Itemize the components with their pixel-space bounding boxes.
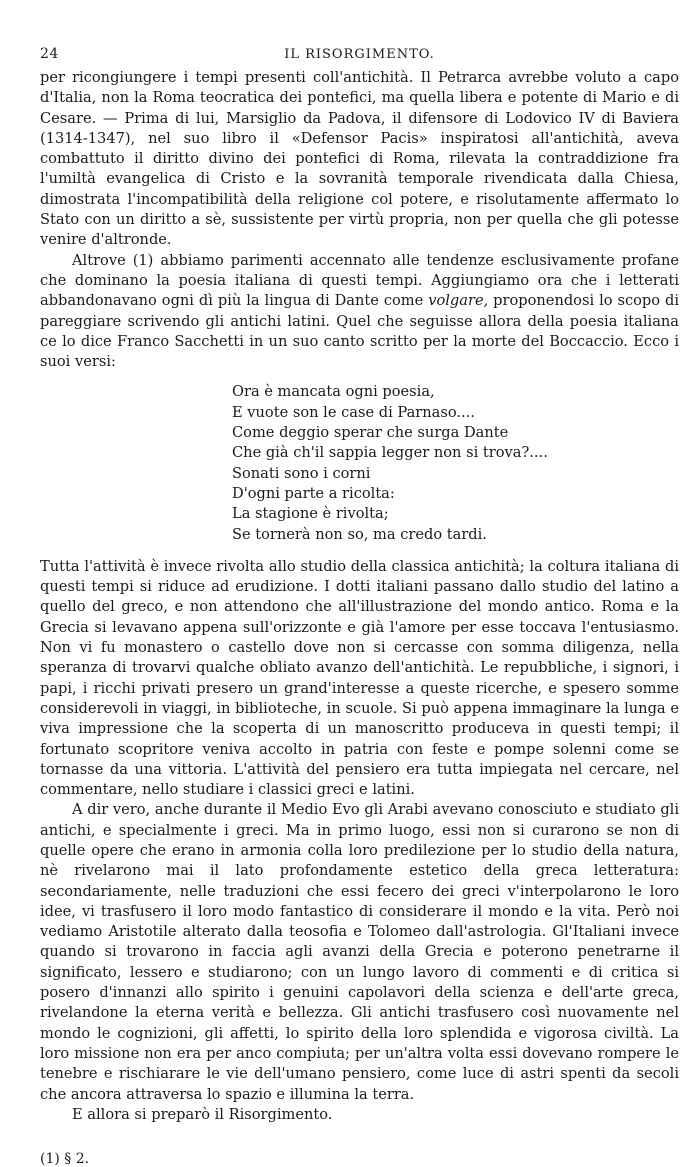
poem-line: Sonati sono i corni [232,464,371,482]
paragraph-5: E allora si preparò il Risorgimento. [72,1105,333,1123]
poem-line: Che già ch'il sappia legger non si trova?.... [232,444,548,462]
paragraph-2 [40,251,679,373]
poem-line: E vuote son le case di Parnaso.... [232,403,475,421]
running-header [40,46,679,62]
poem-line: Se tornerà non so, ma credo tardi. [232,525,487,543]
paragraph-1: per ricongiungere i tempi presenti coll'antichità. Il Petrarca avrebbe voluto a capo d'Italia, non la Roma teocratica dei pontefici, ma quella libera e potente di Mario e di Cesare. — Prima di lui, Marsiglio da Padova, il difensore di Lodovico IV di Baviera (1314-1347), nel suo libro il «Defensor Pacis» inspiratosi all'antichità, aveva combattuto il diritto divino dei pontefici di Roma, rilevata la contraddizione fra l'umiltà evangelica di Cristo e la sovranità temporale rivendicata dalla Chiesa, dimostrata l'incompatibilità della religione col potere, e risolutamente affermato lo Stato con un diritto a sè, sussistente per virtù propria, non per quella che gli potesse venire d'altronde. [40,69,679,249]
footnote: (1) § 2. [40,1151,90,1167]
poem [232,382,679,544]
paragraph-4: A dir vero, anche durante il Medio Evo gli Arabi avevano conosciuto e studiato gli antichi, e specialmente i greci. Ma in primo luogo, essi non si curarono se non di quelle opere che erano in armonia colla loro predilezione per lo studio della natura, nè rivelarono mai il lato profondamente estetico della greca letteratura: secondariamente, nelle traduzioni che essi fecero dei greci v'interpolarono le loro idee, vi trasfusero il loro modo fantastico di considerare il mondo e la vita. Però noi vediamo Aristotile alterato dalla teosofia e Tolomeo dall'astrologia. Gl'Italiani invece quando si trovarono in faccia agli avanzi della Grecia e poterono penetrarne il significato, lessero e studiarono; con un lungo lavoro di commenti e di critica si posero d'innanzi allo spirito i genuini capolavori della scienza e dell'arte greca, rivelandone la eterna verità e bellezza. Gli antichi trasfusero così nuovamente nel mondo le cognizioni, gli affetti, lo spirito della loro splendida e vigorosa civiltà. La loro missione non era per anco compiuta; per un'altra volta essi dovevano rompere le tenebre e rischiarare le vie dell'umano pensiero, come luce di astri spenti da secoli che ancora attraversa lo spazio e illumina la terra. [40,801,679,1103]
paragraph-2-italic: volgare, [428,292,489,310]
page [40,46,679,1167]
running-title: IL RISORGIMENTO. [284,47,435,62]
poem-line: Come deggio sperar che surga Dante [232,424,509,442]
poem-line: La stagione è rivolta; [232,505,389,523]
paragraph-2-part-a: Altrove (1) abbiamo parimenti accennato alle tendenze esclusivamente profane che dominano la poesia italiana di questi tempi. Aggiungiamo ora che i letterati abbandonavano ogni dì più la lingua di Dante come [40,251,679,310]
paragraph-2-part-b: proponendosi lo scopo di pareggiare scrivendo gli antichi latini. Quel che seguisse allora della poesia italiana ce lo dice Franco Sacchetti in un suo canto scritto per la morte del Boccaccio. Ecco i suoi versi: [40,292,679,371]
paragraph-3: Tutta l'attività è invece rivolta allo studio della classica antichità; la coltura italiana di questi tempi si riduce ad erudizione. I dotti italiani passano dallo studio del latino a quello del greco, e non attendono che all'illustrazione del mondo antico. Roma e la Grecia si levavano appena sull'orizzonte e già l'amore per esse toccava l'entusiasmo. Non vi fu monastero o castello dove non si cercasse con somma diligenza, nella speranza di trovarvi qualche obliato avanzo dell'antichità. Le repubbliche, i signori, i papi, i ricchi privati presero un grand'interesse a queste ricerche, e spesero somme considerevoli in viaggi, in biblioteche, in scuole. Si può appena immaginare la lunga e viva impressione che la scoperta di un manoscritto produceva in questi tempi; il fortunato scopritore veniva accolto in patria con feste e pompe solenni come se tornasse da una vittoria. L'attività del pensiero era tutta impiegata nel cercare, nel commentare, nello studiare i classici greci e latini. [40,557,679,799]
page-number: 24 [40,46,59,62]
poem-line: D'ogni parte a ricolta: [232,484,395,502]
poem-line: Ora è mancata ogni poesia, [232,383,435,401]
